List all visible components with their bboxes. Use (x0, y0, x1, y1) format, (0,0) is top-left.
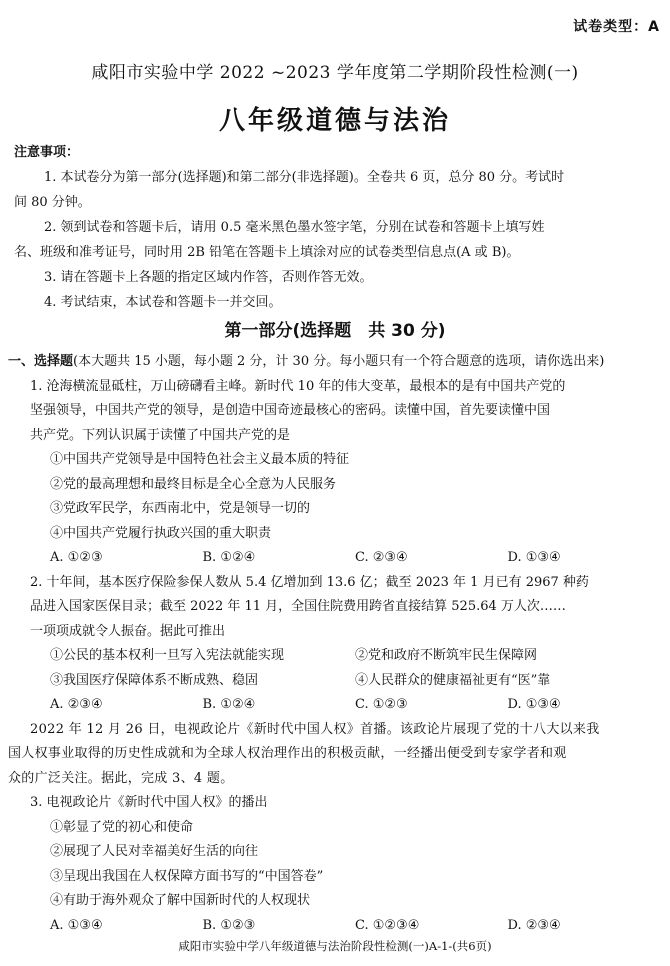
question-2-stem-line: 一项项成就令人振奋。据此可推出 (30, 623, 226, 639)
choice-c: C. ②③④ (355, 550, 408, 565)
choice-d: D. ①③④ (507, 550, 561, 565)
choice-d: D. ②③④ (507, 917, 561, 933)
question-1-stem-line: 共产党。下列认识属于读懂了中国共产党的是 (30, 427, 291, 443)
question-2-statement: ④人民群众的健康福祉更有“医”靠 (355, 672, 551, 688)
notice-item-3: 3. 请在答题卡上各题的指定区域内作答，否则作答无效。 (44, 270, 373, 285)
choice-a: A. ①③④ (50, 917, 103, 933)
question-2-stem: 2. 十年间，基本医疗保险参保人数从 5.4 亿增加到 13.6 亿；截至 2023 年 1 月已有 2967 种药 (30, 574, 589, 590)
notice-item-1-cont: 间 80 分钟。 (14, 195, 91, 210)
page-footer: 咸阳市实验中学八年级道德与法治阶段性检测(一)A-1-(共6页) (178, 939, 492, 953)
notice-item-2-cont: 名、班级和准考证号，同时用 2B 铅笔在答题卡上填涂对应的试卷类型信息点(A 或 B)。 (14, 245, 520, 260)
question-1-statement: ①中国共产党领导是中国特色社会主义最本质的特征 (50, 452, 350, 467)
question-3-statement: ③呈现出我国在人权保障方面书写的“中国答卷” (50, 868, 324, 884)
question-3-statement: ①彰显了党的初心和使命 (50, 819, 194, 835)
question-1-statement: ②党的最高理想和最终目标是全心全意为人民服务 (50, 476, 337, 492)
question-3-statement: ②展现了人民对幸福美好生活的向往 (50, 844, 259, 859)
question-3-choices (8, 914, 660, 939)
choice-a: A. ①②③ (50, 550, 103, 565)
choice-b: B. ①②③ (202, 917, 256, 933)
subject-title: 八年级道德与法治 (218, 106, 451, 136)
choice-b: B. ①②④ (202, 550, 256, 565)
question-2-statement: ②党和政府不断筑牢民生保障网 (355, 648, 538, 663)
notice-item-4: 4. 考试结束，本试卷和答题卡一并交回。 (44, 295, 282, 310)
question-3-statement: ④有助于海外观众了解中国新时代的人权现状 (50, 893, 311, 908)
part-one-title: 第一部分(选择题 共 30 分) (224, 321, 446, 341)
section-description: (本大题共 15 小题，每小题 2 分，计 30 分。每小题只有一个符合题意的选项，请你选出来) (73, 354, 605, 369)
question-1-stem-line: 坚强领导，中国共产党的领导，是创造中国奇迹最核心的密码。读懂中国，首先要读懂中国 (30, 403, 551, 418)
choice-a: A. ②③④ (50, 697, 103, 712)
school-exam-title: 咸阳市实验中学 2022 ~2023 学年度第二学期阶段性检测(一) (91, 63, 579, 83)
reading-passage-line: 国人权事业取得的历史性成就和为全球人权治理作出的积极贡献，一经播出便受到专家学者和观 (8, 746, 567, 761)
question-2-statement: ①公民的基本权利一旦写入宪法就能实现 (50, 648, 285, 663)
question-2-choices (8, 693, 660, 718)
section-heading (8, 350, 660, 375)
reading-passage: 2022 年 12 月 26 日，电视政论片《新时代中国人权》首播。该政论片展现了党的十八大以来我 (30, 721, 600, 737)
question-3-stem: 3. 电视政论片《新时代中国人权》的播出 (30, 795, 268, 810)
question-2-statement: ③我国医疗保障体系不断成熟、稳固 (50, 672, 259, 688)
notice-item-2: 2. 领到试卷和答题卡后，请用 0.5 毫米黑色墨水签字笔，分别在试卷和答题卡上填写姓 (44, 220, 545, 235)
paper-type-label: 试卷类型：A (573, 19, 660, 35)
notice-block (14, 140, 660, 315)
choice-c: C. ①②③ (355, 697, 408, 712)
question-1-choices (8, 546, 660, 571)
reading-passage-line: 众的广泛关注。据此，完成 3、4 题。 (8, 770, 234, 786)
question-1-statement: ③党政军民学，东西南北中，党是领导一切的 (50, 501, 311, 516)
notice-heading: 注意事项： (14, 145, 80, 160)
question-1-statement: ④中国共产党履行执政兴国的重大职责 (50, 525, 272, 541)
choice-c: C. ①②③④ (355, 917, 420, 933)
question-1-stem: 1. 沧海横流显砥柱，万山磅礴看主峰。新时代 10 年的伟大变革，最根本的是有中国共产党的 (30, 378, 566, 394)
question-2-statements-row (8, 669, 660, 694)
choice-d: D. ①③④ (507, 697, 561, 712)
question-2-statements-row (8, 644, 660, 669)
questions-section (8, 350, 660, 938)
notice-item-1: 1. 本试卷分为第一部分(选择题)和第二部分(非选择题)。全卷共 6 页，总分 80 分。考试时 (44, 170, 565, 185)
section-label: 一、选择题 (8, 354, 74, 369)
choice-b: B. ①②④ (202, 697, 256, 712)
question-2-stem-line: 品进入国家医保目录；截至 2022 年 11 月，全国住院费用跨省直接结算 525.64 万人次…… (30, 599, 566, 614)
